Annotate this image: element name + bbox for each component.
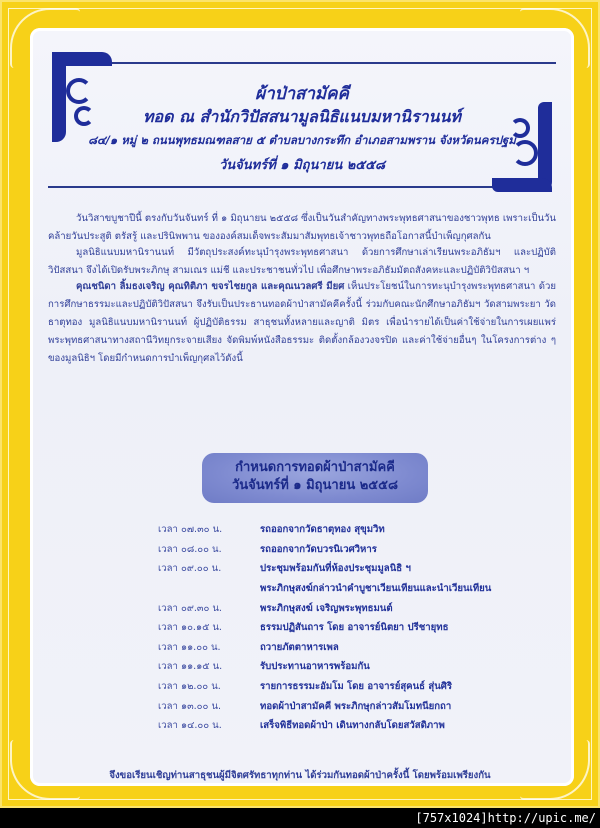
paragraph-sponsors (48, 278, 556, 368)
schedule-time: เวลา ๑๑.๑๕ น. (158, 661, 223, 673)
schedule-banner (202, 453, 428, 503)
schedule-row (158, 579, 518, 599)
document-subtitle: ทอด ณ สำนักวิปัสสนามูลนิธิแนบมหานิรานนท์ (143, 107, 461, 126)
sponsor-names: คุณชนิดา ลิ้มธงเจริญ คุณทิติภา ขจรไชยกูล และคุณนวลศรี มียศ (76, 281, 345, 292)
schedule-row (158, 618, 518, 638)
document-title: ผ้าป่าสามัคคี (255, 84, 349, 104)
schedule-time: เวลา ๐๘.๐๐ น. (158, 543, 222, 555)
schedule-banner-title: กำหนดการทอดผ้าป่าสามัคคี (235, 460, 395, 475)
schedule-row (158, 716, 518, 736)
sponsor-description: เห็นประโยชน์ในการทะนุบำรุงพระพุทธศาสนา ด้วยการศึกษาธรรมะและปฏิบัติวิปัสสนา จึงรับเป็นประธานทอดผ้าป่าสามัคคีครั้งนี้ ร่วมกับคณะนักศึกษาอภิธัมฯ วัดสามพระยา วัดธาตุทอง มูลนิธิแนบมหานิรานนท์ ผู้ปฏิบัติธรรม สาธุชนทั้งหลายและญาติ มิตร เพื่อนำรายได้เป็นค่าใช้จ่ายในการเผยแพร่พระพุทธศาสนาทางสถานีวิทยุกระจายเสียง จัดพิมพ์หนังสือธรรมะ ติดตั้งกล้องวงจรปิด และค่าใช้จ่ายอื่นๆ ในโครงการต่าง ๆ ของมูลนิธิฯ โดยมีกำหนดการบำเพ็ญกุศลไว้ดังนี้ (48, 281, 556, 364)
schedule-event: พระภิกษุสงฆ์ เจริญพระพุทธมนต์ (260, 602, 393, 614)
schedule-event: ทอดผ้าป่าสามัคคี พระภิกษุกล่าวสัมโมทนียกถา (260, 700, 452, 712)
schedule-event: ธรรมปฏิสันถาร โดย อาจารย์นิตยา ปรีชายุทธ (260, 622, 449, 634)
event-date: วันจันทร์ที่ ๑ มิถุนายน ๒๕๕๘ (218, 158, 386, 173)
schedule-time: เวลา ๐๙.๓๐ น. (158, 602, 222, 614)
paragraph-intro: วันวิสาขบูชาปีนี้ ตรงกับวันจันทร์ ที่ ๑ มิถุนายน ๒๕๕๘ ซึ่งเป็นวันสำคัญทางพระพุทธศาสนาของชาวพุทธ เพราะเป็นวันคล้ายวันประสูติ ตรัสรู้ และปรินิพพาน ขององค์สมเด็จพระสัมมาสัมพุทธเจ้าชาวพุทธถือโอกาสนี้บำเพ็ญกุศลกัน (48, 213, 556, 242)
schedule-time: เวลา ๑๒.๐๐ น. (158, 681, 221, 693)
image-watermark: [757x1024]http://upic.me/ (415, 811, 596, 825)
schedule-row (158, 520, 518, 540)
schedule-time: เวลา ๐๙.๐๐ น. (158, 563, 222, 575)
schedule-time: เวลา ๑๐.๑๕ น. (158, 622, 222, 634)
schedule-row (158, 598, 518, 618)
schedule-row (158, 696, 518, 716)
schedule-event: เสร็จพิธีทอดผ้าป่า เดินทางกลับโดยสวัสดิภาพ (260, 720, 445, 732)
schedule-row (158, 559, 518, 579)
header-rule-top (108, 62, 556, 64)
paragraph-foundation: มูลนิธิแนบมหานิรานนท์ มีวัตถุประสงค์ทะนุบำรุงพระพุทธศาสนา ด้วยการศึกษาเล่าเรียนพระอภิธัมฯ และปฏิบัติวิปัสสนา จึงได้เปิดรับพระภิกษุ สามเณร แม่ชี และประชาชนทั่วไป เพื่อศึกษาพระอภิธัมมัตถสังคหะและปฏิบัติวิปัสสนา ฯ (48, 247, 556, 276)
schedule-row (158, 677, 518, 697)
schedule-time: เวลา ๑๓.๐๐ น. (158, 700, 222, 712)
document-paper (30, 28, 574, 786)
schedule-event: พระภิกษุสงฆ์กล่าวนำคำบูชาเวียนเทียนและนำเวียนเทียน (260, 583, 492, 595)
document-header (48, 48, 556, 196)
schedule-row (158, 540, 518, 560)
schedule-banner-date: วันจันทร์ที่ ๑ มิถุนายน ๒๕๕๘ (231, 478, 399, 493)
schedule-event: รายการธรรมะอัมโม โดย อาจารย์สุคนธ์ สุ่นศิริ (260, 681, 453, 693)
schedule-time: เวลา ๑๔.๐๐ น. (158, 720, 222, 732)
schedule-row (158, 638, 518, 658)
schedule-event: ถวายภัตตาหารเพล (260, 641, 339, 653)
schedule-event: ประชุมพร้อมกันที่ห้องประชุมมูลนิธิ ฯ (260, 563, 411, 575)
schedule-event: รถออกจากวัดบวรนิเวศวิหาร (260, 543, 377, 555)
schedule-time: เวลา ๐๗.๓๐ น. (158, 524, 223, 536)
schedule-event: รถออกจากวัดธาตุทอง สุขุมวิท (260, 524, 385, 536)
schedule-row (158, 657, 518, 677)
schedule-event: รับประทานอาหารพร้อมกัน (260, 661, 370, 673)
closing-invitation: จึงขอเรียนเชิญท่านสาธุชนผู้มีจิตศรัทธาทุกท่าน ได้ร่วมกันทอดผ้าป่าครั้งนี้ โดยพร้อมเพรียงกัน (109, 770, 491, 781)
schedule-list (158, 520, 518, 736)
header-rule-bottom (48, 186, 496, 188)
schedule-time: เวลา ๑๑.๐๐ น. (158, 641, 221, 653)
address-line: ๘๔/๑ หมู่ ๒ ถนนพุทธมณฑลสาย ๕ ตำบลบางกระทึก อำเภอสามพราน จังหวัดนครปฐม (88, 133, 516, 147)
